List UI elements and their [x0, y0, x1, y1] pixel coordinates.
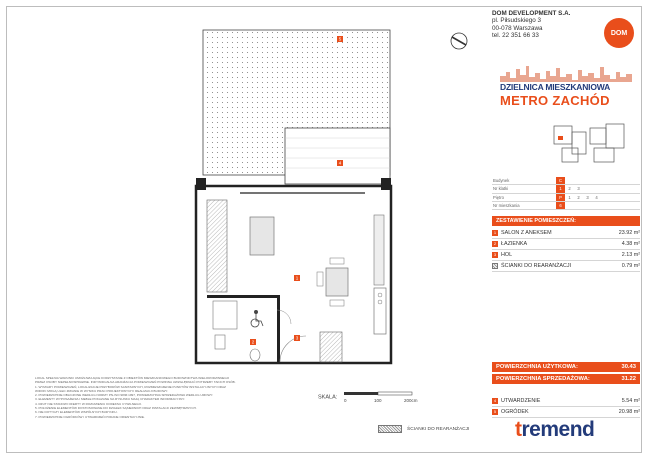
label-r3: 3 — [295, 335, 299, 341]
dom-logo: DOM — [604, 18, 634, 48]
key-plan — [542, 118, 637, 173]
label-r4: 4 — [338, 160, 342, 166]
room-row: 1 SALON Z ANEKSEM 23.92 m² — [492, 228, 640, 239]
project-line1: DZIELNICA MIESZKANIOWA — [500, 82, 611, 92]
reorg-row: ŚCIANKI DO REARANŻACJI 0.79 m² — [492, 261, 640, 272]
rooms-title: ZESTAWIENIE POMIESZCZEŃ: — [492, 216, 640, 226]
room-row: 2 ŁAZIENKA 4.38 m² — [492, 239, 640, 250]
floor-plan — [10, 10, 480, 370]
scale-bar — [318, 390, 422, 404]
label-r2: 2 — [251, 339, 255, 345]
extras-list — [492, 396, 640, 418]
usable-area: POWIERZCHNIA UŻYTKOWA: 30.43 — [492, 362, 640, 372]
row-building: Budynek C — [492, 177, 640, 185]
project-logo — [492, 60, 640, 114]
scale-label: SKALA: — [318, 394, 338, 401]
scale-t0: 0 — [343, 398, 347, 403]
extra-row: 4 UTWARDZENIE 5.54 m² — [492, 396, 640, 407]
wardrobe — [207, 200, 227, 292]
scale-t1: 100 — [373, 398, 382, 403]
sale-area: POWIERZCHNIA SPRZEDAŻOWA: 31.22 — [492, 374, 640, 384]
rooms-list — [492, 228, 640, 272]
dining-table — [326, 268, 348, 296]
row-stairwell: Nr klatki 1 2 3 — [492, 185, 640, 193]
bathroom-wall — [207, 295, 277, 298]
terrace-area — [285, 128, 390, 184]
company-phone: tel. 22 351 66 33 — [492, 32, 539, 40]
info-panel — [492, 10, 640, 415]
kitchen-counter — [374, 288, 386, 334]
north-arrow-icon — [448, 30, 470, 52]
project-line2: METRO ZACHÓD — [500, 93, 610, 108]
scale-t2: 200cm — [403, 398, 418, 403]
brand-logo: tremend — [515, 418, 595, 441]
bathtub — [213, 301, 237, 329]
label-r1: 1 — [295, 275, 299, 281]
location-table — [492, 177, 640, 210]
room-row: 3 HOL 2.13 m² — [492, 250, 640, 261]
skyline-icon — [500, 64, 632, 82]
extra-row: 5 OGRÓDEK 20.98 m² — [492, 407, 640, 418]
sofa — [250, 217, 274, 255]
row-apartment: Nr mieszkania 6 — [492, 201, 640, 209]
reorg-legend: ŚCIANKI DO REARANŻACJI — [378, 425, 469, 433]
label-r5: 5 — [338, 36, 342, 42]
notes-block: LOKAL SPEŁNIA WARUNKI UMOŻLIWIAJĄCE KORZYSTANIE Z OBIEKTÓW MIESZKANIOWEGO BUDOWNICTWA WIELORODZINNEGO PRZEZ OSOBY NIEPEŁNOSPRAWNE. INDYWIDUALNA ARANŻACJA POMIESZCZEŃ POWINNA UWZGLĘDNIAĆ POTRZEBY TAKICH OSÓB. 1. WYMIARY POMIESZCZEŃ, LOKALIZACJE PRZYBORÓW SANITARNYCH, ROZMIESZCZENIE PUNKTÓW INSTALACYJNYCH ORAZ WIDOKI MOGĄ ULEC ZMIANIE W WYNIKU PRAC PROJEKTOWYCH I REALIZACJI BUDOWY. 2. POWIERZCHNIE OBLICZONE WEDŁUG NORMY PN-ISO 9836:1997, POWIERZCHNIA SPRZEDAŻOWA WEDŁUG UMOWY. 3. ELEMENTY WYPOSAŻENIA I MEBLE POKAZANE NA RYSUNKU MAJĄ CHARAKTER INFORMACYJNY. 4. RZUT NIE STANOWI OFERTY W ROZUMIENIU KODEKSU CYWILNEGO. 5. POŁOŻENIE ELEMENTÓW DOSTOSOWANE DO DZIAŁEK SĄSIEDNICH ORAZ INSTALACJI ZEWNĘTRZNYCH. 6. NIE DOTYCZY ELEMENTÓW WSPÓLNYCH BUDYNKU. 7. POWIERZCHNIE OGRÓDKÓW I UTWARDZEŃ PODANE ORIENTACYJNIE. — [35, 376, 236, 419]
company-city: 00-078 Warszawa — [492, 24, 543, 32]
company-street: pl. Piłsudskiego 3 — [492, 17, 542, 25]
hall-wardrobe — [320, 332, 342, 362]
row-floor: Piętro P 1 2 3 4 — [492, 193, 640, 201]
toilet — [250, 349, 260, 361]
company-name: DOM DEVELOPMENT S.A. — [492, 10, 571, 17]
